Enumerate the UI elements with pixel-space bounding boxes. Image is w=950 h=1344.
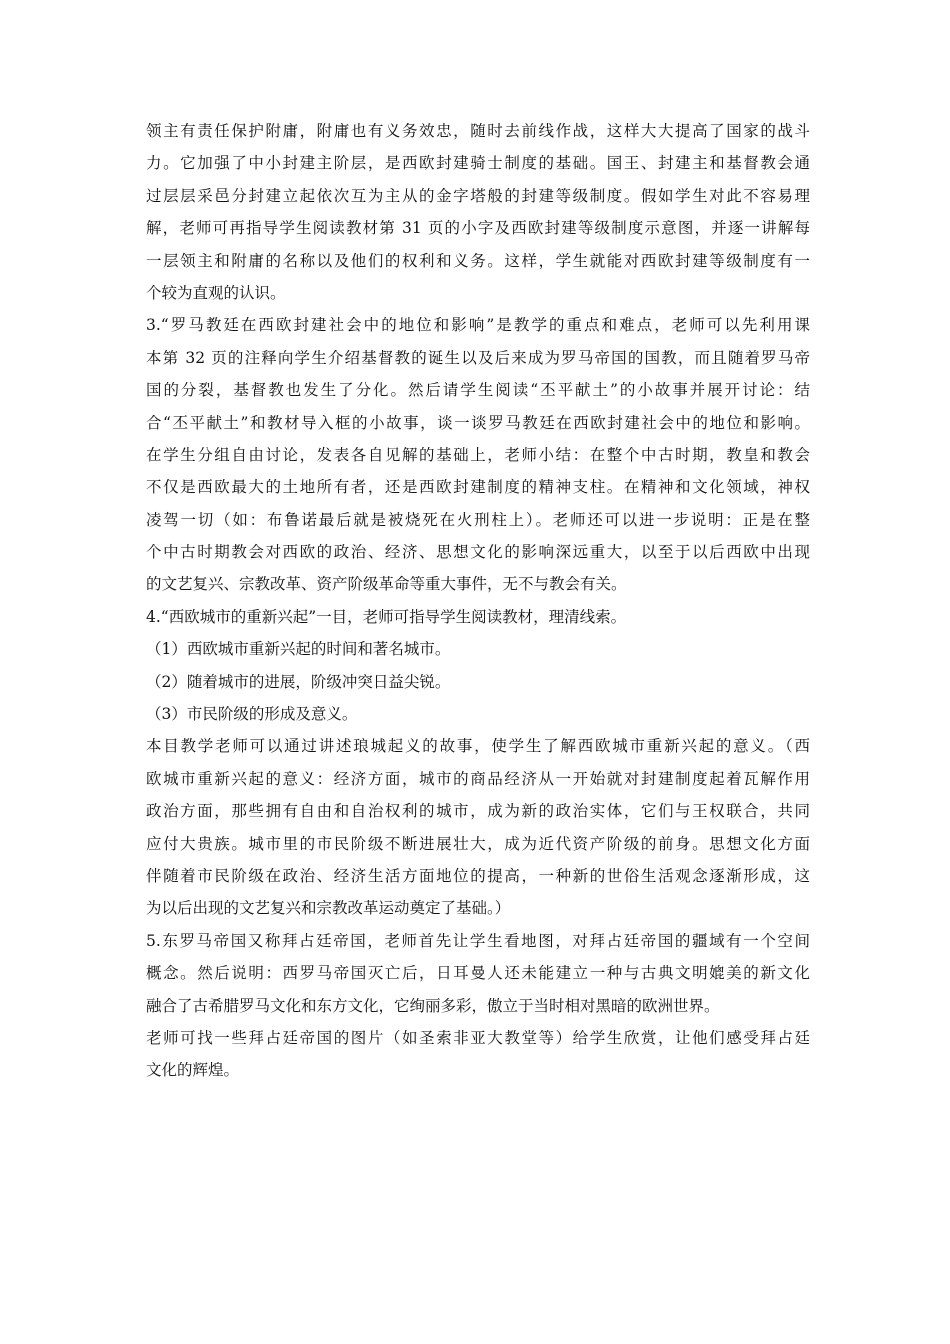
text-line: （1）西欧城市重新兴起的时间和著名城市。	[146, 640, 451, 659]
text-line: 一层领主和附庸的名称以及他们的权利和义务。这样，学生就能对西欧封建等级制度有一	[146, 251, 810, 270]
text-line: 应付大贵族。城市里的市民阶级不断进展壮大，成为近代资产阶级的前身。思想文化方面	[146, 834, 810, 853]
text-line: 的文艺复兴、宗教改革、资产阶级革命等重大事件，无不与教会有关。	[146, 575, 627, 594]
text-line: 合“丕平献土”和教材导入框的小故事，谈一谈罗马教廷在西欧封建社会中的地位和影响。	[146, 413, 810, 432]
text-line: 力。它加强了中小封建主阶层，是西欧封建骑士制度的基础。国王、封建主和基督教会通	[146, 154, 810, 173]
text-line: 过层层采邑分封建立起依次互为主从的金字塔般的封建等级制度。假如学生对此不容易理	[146, 186, 810, 205]
text-line: （2）随着城市的进展，阶级冲突日益尖锐。	[146, 672, 451, 691]
text-line: 个较为直观的认识。	[146, 283, 286, 302]
text-line: 本目教学老师可以通过讲述琅城起义的故事，使学生了解西欧城市重新兴起的意义。（西	[146, 737, 810, 756]
text-line: 国的分裂，基督教也发生了分化。然后请学生阅读“丕平献土”的小故事并展开讨论：结	[146, 381, 810, 400]
text-line: 伴随着市民阶级在政治、经济生活方面地位的提高，一种新的世俗生活观念逐渐形成，这	[146, 866, 810, 885]
text-line: 概念。然后说明：西罗马帝国灭亡后，日耳曼人还未能建立一种与古典文明媲美的新文化	[146, 964, 810, 983]
text-line: 4.“西欧城市的重新兴起”一目，老师可指导学生阅读教材，理清线索。	[146, 607, 627, 626]
document-body	[146, 115, 810, 1087]
text-line: 领主有责任保护附庸，附庸也有义务效忠，随时去前线作战，这样大大提高了国家的战斗	[146, 122, 810, 140]
text-line: 解，老师可再指导学生阅读教材第 31 页的小字及西欧封建等级制度示意图，并逐一讲解每	[146, 219, 810, 238]
text-line: （3）市民阶级的形成及意义。	[146, 705, 358, 724]
text-line: 文化的辉煌。	[146, 1061, 240, 1080]
text-line: 5.东罗马帝国又称拜占廷帝国，老师首先让学生看地图，对拜占廷帝国的疆域有一个空间	[146, 931, 810, 950]
text-line: 个中古时期教会对西欧的政治、经济、思想文化的影响深远重大，以至于以后西欧中出现	[146, 543, 810, 562]
text-line: 老师可找一些拜占廷帝国的图片（如圣索非亚大教堂等）给学生欣赏，让他们感受拜占廷	[146, 1028, 810, 1047]
text-line: 融合了古希腊罗马文化和东方文化，它绚丽多彩，傲立于当时相对黑暗的欧洲世界。	[146, 996, 720, 1015]
text-line: 3.“罗马教廷在西欧封建社会中的地位和影响”是教学的重点和难点，老师可以先利用课	[146, 316, 810, 335]
text-line: 凌驾一切（如：布鲁诺最后就是被烧死在火刑柱上）。老师还可以进一步说明：正是在整	[146, 510, 810, 529]
text-line: 欧城市重新兴起的意义：经济方面，城市的商品经济从一开始就对封建制度起着瓦解作用	[146, 769, 810, 788]
text-line: 本第 32 页的注释向学生介绍基督教的诞生以及后来成为罗马帝国的国教，而且随着罗马帝	[146, 348, 810, 367]
text-line: 政治方面，那些拥有自由和自治权利的城市，成为新的政治实体，它们与王权联合，共同	[146, 802, 810, 821]
text-line: 为以后出现的文艺复兴和宗教改革运动奠定了基础。）	[146, 899, 511, 918]
text-line: 在学生分组自由讨论，发表各自见解的基础上，老师小结：在整个中古时期，教皇和教会	[146, 445, 810, 464]
text-line: 不仅是西欧最大的土地所有者，还是西欧封建制度的精神支柱。在精神和文化领域，神权	[146, 478, 810, 497]
